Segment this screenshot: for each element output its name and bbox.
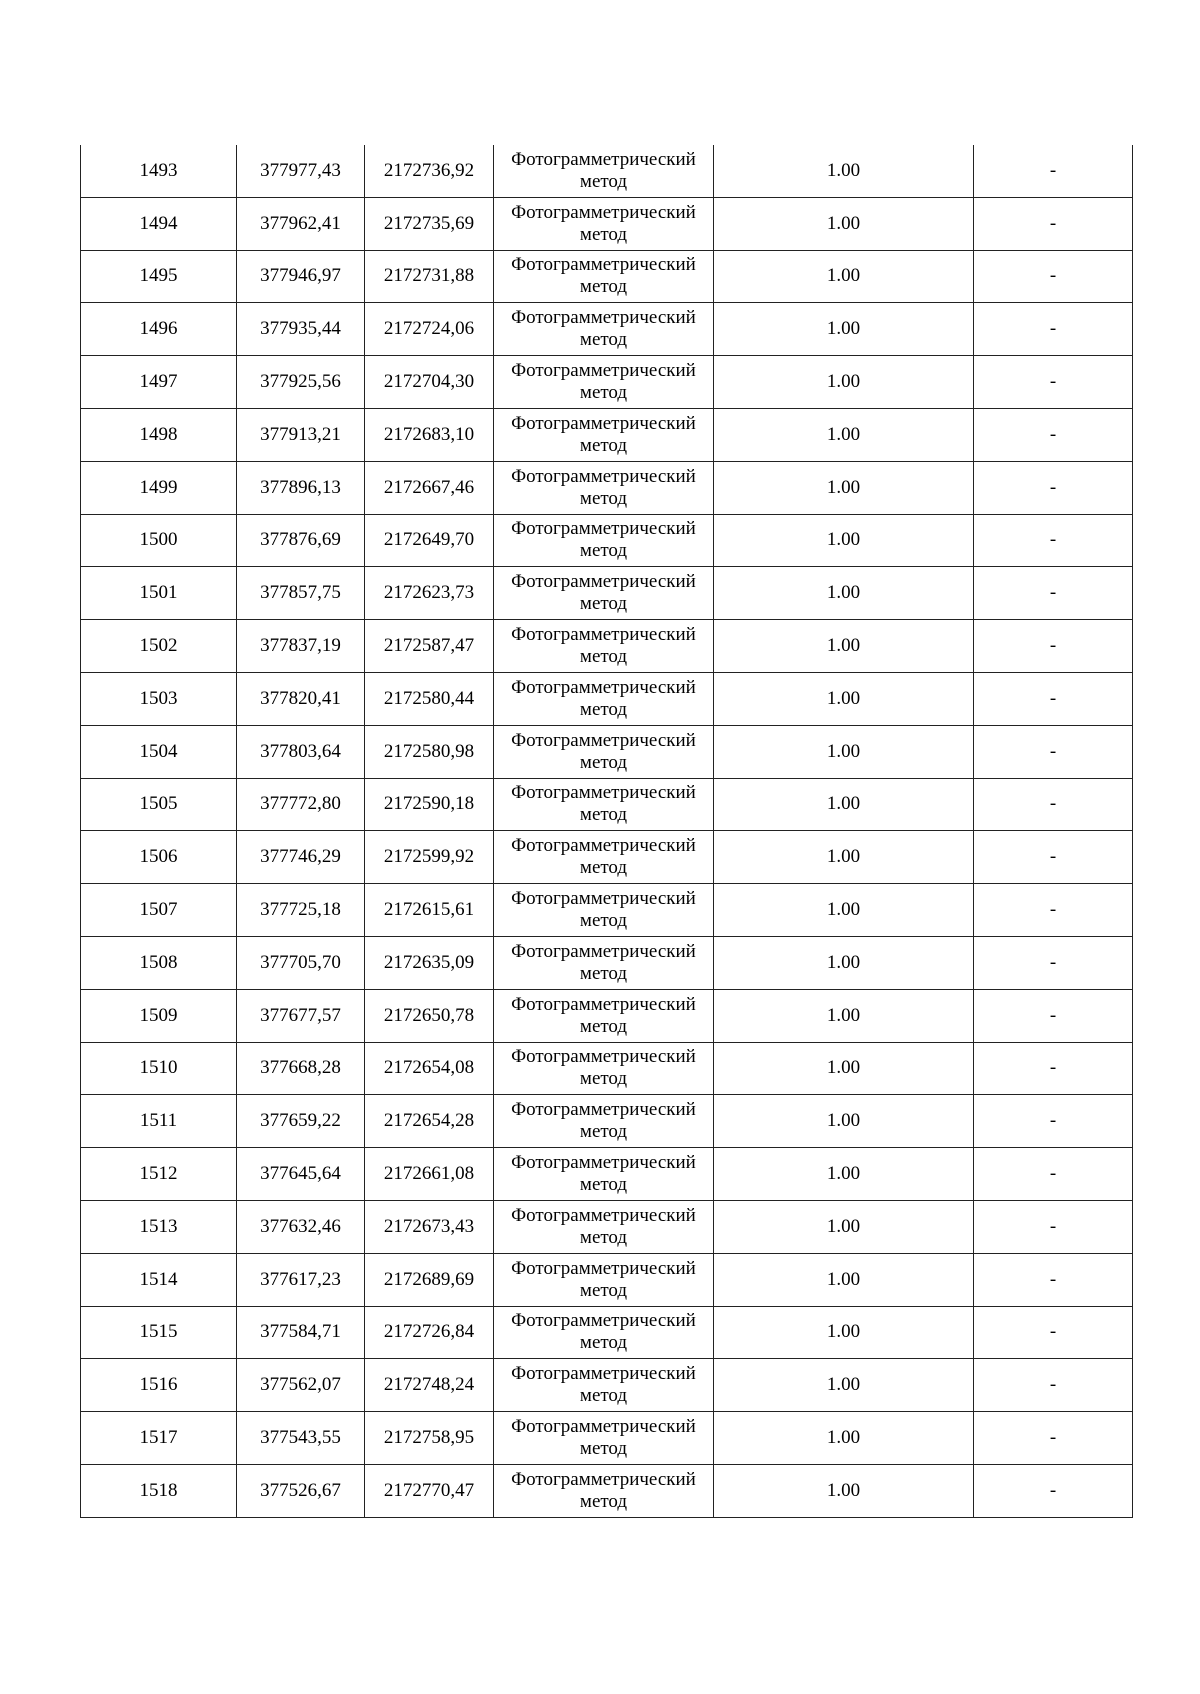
method-cell (494, 408, 714, 461)
note-cell: - (974, 1095, 1133, 1148)
coordinate-x-cell: 377705,70 (237, 936, 365, 989)
method-text-line: Фотограмметрический (511, 835, 696, 857)
coordinate-x-cell: 377962,41 (237, 197, 365, 250)
method-text-line: метод (579, 1068, 628, 1090)
coordinates-table-body (81, 145, 1133, 1517)
accuracy-cell: 1.00 (714, 884, 974, 937)
point-number-cell: 1512 (81, 1148, 237, 1201)
coordinate-y-cell: 2172704,30 (365, 356, 494, 409)
note-cell: - (974, 1200, 1133, 1253)
note-cell: - (974, 461, 1133, 514)
coordinate-y-cell: 2172590,18 (365, 778, 494, 831)
note-cell: - (974, 303, 1133, 356)
method-text-line: метод (579, 1174, 628, 1196)
method-text-line: метод (579, 1226, 628, 1248)
coordinate-x-cell: 377645,64 (237, 1148, 365, 1201)
method-text-line: Фотограмметрический (511, 465, 696, 487)
coordinate-y-cell: 2172650,78 (365, 989, 494, 1042)
note-cell: - (974, 778, 1133, 831)
note-cell: - (974, 831, 1133, 884)
coordinate-y-cell: 2172770,47 (365, 1464, 494, 1517)
accuracy-cell: 1.00 (714, 672, 974, 725)
point-number-cell: 1497 (81, 356, 237, 409)
coordinate-y-cell: 2172623,73 (365, 567, 494, 620)
point-number-cell: 1498 (81, 408, 237, 461)
coordinate-x-cell: 377913,21 (237, 408, 365, 461)
point-number-cell: 1508 (81, 936, 237, 989)
note-cell: - (974, 1042, 1133, 1095)
point-number-cell: 1511 (81, 1095, 237, 1148)
point-number-cell: 1509 (81, 989, 237, 1042)
table-row (81, 1095, 1133, 1148)
accuracy-cell: 1.00 (714, 567, 974, 620)
point-number-cell: 1516 (81, 1359, 237, 1412)
note-cell: - (974, 1253, 1133, 1306)
coordinate-y-cell: 2172683,10 (365, 408, 494, 461)
point-number-cell: 1506 (81, 831, 237, 884)
coordinate-x-cell: 377820,41 (237, 672, 365, 725)
method-cell (494, 303, 714, 356)
method-text-line: Фотограмметрический (511, 624, 696, 646)
method-cell (494, 1464, 714, 1517)
table-row (81, 1412, 1133, 1465)
method-cell (494, 936, 714, 989)
note-cell: - (974, 884, 1133, 937)
coordinate-x-cell: 377543,55 (237, 1412, 365, 1465)
point-number-cell: 1501 (81, 567, 237, 620)
coordinate-x-cell: 377857,75 (237, 567, 365, 620)
table-row (81, 1464, 1133, 1517)
accuracy-cell: 1.00 (714, 1412, 974, 1465)
method-cell (494, 514, 714, 567)
method-cell (494, 1359, 714, 1412)
method-text-line: Фотограмметрический (511, 993, 696, 1015)
coordinate-x-cell: 377876,69 (237, 514, 365, 567)
point-number-cell: 1502 (81, 620, 237, 673)
note-cell: - (974, 620, 1133, 673)
method-text-line: метод (579, 1332, 628, 1354)
coordinate-y-cell: 2172673,43 (365, 1200, 494, 1253)
method-text-line: Фотограмметрический (511, 940, 696, 962)
coordinate-x-cell: 377837,19 (237, 620, 365, 673)
note-cell: - (974, 514, 1133, 567)
coordinates-table (80, 145, 1133, 1518)
coordinate-x-cell: 377925,56 (237, 356, 365, 409)
coordinate-y-cell: 2172748,24 (365, 1359, 494, 1412)
table-row (81, 145, 1133, 197)
method-cell (494, 620, 714, 673)
accuracy-cell: 1.00 (714, 1253, 974, 1306)
point-number-cell: 1515 (81, 1306, 237, 1359)
method-text-line: Фотограмметрический (511, 782, 696, 804)
note-cell: - (974, 672, 1133, 725)
accuracy-cell: 1.00 (714, 303, 974, 356)
note-cell: - (974, 1412, 1133, 1465)
accuracy-cell: 1.00 (714, 620, 974, 673)
method-cell (494, 1148, 714, 1201)
method-text-line: Фотограмметрический (511, 201, 696, 223)
method-text-line: метод (579, 1490, 628, 1512)
method-cell (494, 1253, 714, 1306)
coordinate-x-cell: 377935,44 (237, 303, 365, 356)
coordinate-x-cell: 377772,80 (237, 778, 365, 831)
method-text-line: Фотограмметрический (511, 360, 696, 382)
accuracy-cell: 1.00 (714, 989, 974, 1042)
point-number-cell: 1494 (81, 197, 237, 250)
point-number-cell: 1500 (81, 514, 237, 567)
method-text-line: метод (579, 1279, 628, 1301)
table-row (81, 514, 1133, 567)
method-cell (494, 989, 714, 1042)
accuracy-cell: 1.00 (714, 1095, 974, 1148)
table-row (81, 1200, 1133, 1253)
note-cell: - (974, 1359, 1133, 1412)
method-text-line: Фотограмметрический (511, 1468, 696, 1490)
method-text-line: метод (579, 804, 628, 826)
coordinate-y-cell: 2172731,88 (365, 250, 494, 303)
point-number-cell: 1513 (81, 1200, 237, 1253)
accuracy-cell: 1.00 (714, 1148, 974, 1201)
method-cell (494, 778, 714, 831)
method-cell (494, 1200, 714, 1253)
accuracy-cell: 1.00 (714, 514, 974, 567)
method-cell (494, 884, 714, 937)
coordinate-x-cell: 377668,28 (237, 1042, 365, 1095)
method-text-line: Фотограмметрический (511, 571, 696, 593)
method-cell (494, 1042, 714, 1095)
table-row (81, 250, 1133, 303)
method-text-line: метод (579, 962, 628, 984)
table-row (81, 356, 1133, 409)
coordinate-x-cell: 377803,64 (237, 725, 365, 778)
method-text-line: метод (579, 593, 628, 615)
point-number-cell: 1514 (81, 1253, 237, 1306)
coordinate-x-cell: 377977,43 (237, 145, 365, 197)
coordinate-x-cell: 377632,46 (237, 1200, 365, 1253)
point-number-cell: 1507 (81, 884, 237, 937)
accuracy-cell: 1.00 (714, 936, 974, 989)
coordinate-y-cell: 2172635,09 (365, 936, 494, 989)
note-cell: - (974, 989, 1133, 1042)
method-text-line: Фотограмметрический (511, 412, 696, 434)
table-row (81, 303, 1133, 356)
accuracy-cell: 1.00 (714, 197, 974, 250)
accuracy-cell: 1.00 (714, 461, 974, 514)
coordinate-y-cell: 2172726,84 (365, 1306, 494, 1359)
coordinate-x-cell: 377896,13 (237, 461, 365, 514)
point-number-cell: 1496 (81, 303, 237, 356)
coordinate-y-cell: 2172654,28 (365, 1095, 494, 1148)
method-text-line: метод (579, 857, 628, 879)
accuracy-cell: 1.00 (714, 831, 974, 884)
method-text-line: метод (579, 434, 628, 456)
table-row (81, 1359, 1133, 1412)
accuracy-cell: 1.00 (714, 356, 974, 409)
method-text-line: Фотограмметрический (511, 729, 696, 751)
coordinate-x-cell: 377617,23 (237, 1253, 365, 1306)
method-text-line: метод (579, 487, 628, 509)
table-row (81, 567, 1133, 620)
table-row (81, 778, 1133, 831)
method-text-line: метод (579, 170, 628, 192)
point-number-cell: 1518 (81, 1464, 237, 1517)
method-cell (494, 567, 714, 620)
point-number-cell: 1517 (81, 1412, 237, 1465)
coordinate-y-cell: 2172667,46 (365, 461, 494, 514)
table-row (81, 1253, 1133, 1306)
method-cell (494, 145, 714, 197)
table-row (81, 408, 1133, 461)
method-text-line: метод (579, 1385, 628, 1407)
method-text-line: Фотограмметрический (511, 888, 696, 910)
coordinate-x-cell: 377584,71 (237, 1306, 365, 1359)
method-text-line: Фотограмметрический (511, 1310, 696, 1332)
table-row (81, 831, 1133, 884)
method-text-line: Фотограмметрический (511, 1257, 696, 1279)
note-cell: - (974, 1464, 1133, 1517)
coordinate-x-cell: 377677,57 (237, 989, 365, 1042)
method-text-line: Фотограмметрический (511, 1204, 696, 1226)
coordinate-y-cell: 2172649,70 (365, 514, 494, 567)
accuracy-cell: 1.00 (714, 725, 974, 778)
method-text-line: метод (579, 751, 628, 773)
method-cell (494, 356, 714, 409)
method-cell (494, 831, 714, 884)
coordinate-x-cell: 377725,18 (237, 884, 365, 937)
method-cell (494, 197, 714, 250)
accuracy-cell: 1.00 (714, 408, 974, 461)
note-cell: - (974, 1148, 1133, 1201)
method-text-line: метод (579, 646, 628, 668)
coordinate-y-cell: 2172580,44 (365, 672, 494, 725)
table-row (81, 197, 1133, 250)
coordinate-y-cell: 2172654,08 (365, 1042, 494, 1095)
method-cell (494, 672, 714, 725)
table-row (81, 461, 1133, 514)
method-text-line: метод (579, 382, 628, 404)
table-row (81, 884, 1133, 937)
coordinate-y-cell: 2172587,47 (365, 620, 494, 673)
method-text-line: Фотограмметрический (511, 676, 696, 698)
point-number-cell: 1493 (81, 145, 237, 197)
accuracy-cell: 1.00 (714, 250, 974, 303)
method-text-line: метод (579, 1121, 628, 1143)
coordinate-y-cell: 2172758,95 (365, 1412, 494, 1465)
method-cell (494, 1412, 714, 1465)
coordinate-x-cell: 377659,22 (237, 1095, 365, 1148)
note-cell: - (974, 1306, 1133, 1359)
table-row (81, 1306, 1133, 1359)
method-text-line: метод (579, 223, 628, 245)
note-cell: - (974, 356, 1133, 409)
method-text-line: метод (579, 910, 628, 932)
method-text-line: Фотограмметрический (511, 254, 696, 276)
coordinate-x-cell: 377562,07 (237, 1359, 365, 1412)
accuracy-cell: 1.00 (714, 1464, 974, 1517)
coordinate-y-cell: 2172724,06 (365, 303, 494, 356)
coordinate-x-cell: 377946,97 (237, 250, 365, 303)
accuracy-cell: 1.00 (714, 1042, 974, 1095)
method-text-line: Фотограмметрический (511, 1046, 696, 1068)
coordinate-y-cell: 2172599,92 (365, 831, 494, 884)
coordinate-y-cell: 2172661,08 (365, 1148, 494, 1201)
note-cell: - (974, 250, 1133, 303)
method-text-line: Фотограмметрический (511, 1416, 696, 1438)
method-cell (494, 725, 714, 778)
accuracy-cell: 1.00 (714, 145, 974, 197)
accuracy-cell: 1.00 (714, 778, 974, 831)
point-number-cell: 1503 (81, 672, 237, 725)
method-cell (494, 461, 714, 514)
method-text-line: Фотограмметрический (511, 518, 696, 540)
coordinate-x-cell: 377746,29 (237, 831, 365, 884)
method-text-line: Фотограмметрический (511, 307, 696, 329)
coordinate-y-cell: 2172735,69 (365, 197, 494, 250)
accuracy-cell: 1.00 (714, 1200, 974, 1253)
table-row (81, 1042, 1133, 1095)
method-text-line: Фотограмметрический (511, 148, 696, 170)
note-cell: - (974, 197, 1133, 250)
method-text-line: метод (579, 276, 628, 298)
table-row (81, 1148, 1133, 1201)
method-text-line: метод (579, 698, 628, 720)
method-text-line: Фотограмметрический (511, 1099, 696, 1121)
point-number-cell: 1495 (81, 250, 237, 303)
note-cell: - (974, 145, 1133, 197)
note-cell: - (974, 725, 1133, 778)
table-row (81, 620, 1133, 673)
method-text-line: метод (579, 329, 628, 351)
point-number-cell: 1504 (81, 725, 237, 778)
coordinate-x-cell: 377526,67 (237, 1464, 365, 1517)
point-number-cell: 1510 (81, 1042, 237, 1095)
method-cell (494, 1306, 714, 1359)
point-number-cell: 1505 (81, 778, 237, 831)
accuracy-cell: 1.00 (714, 1306, 974, 1359)
table-row (81, 725, 1133, 778)
method-cell (494, 1095, 714, 1148)
method-text-line: Фотограмметрический (511, 1363, 696, 1385)
method-text-line: метод (579, 1438, 628, 1460)
note-cell: - (974, 567, 1133, 620)
coordinate-y-cell: 2172615,61 (365, 884, 494, 937)
point-number-cell: 1499 (81, 461, 237, 514)
table-row (81, 989, 1133, 1042)
method-cell (494, 250, 714, 303)
coordinate-y-cell: 2172580,98 (365, 725, 494, 778)
accuracy-cell: 1.00 (714, 1359, 974, 1412)
coordinate-y-cell: 2172689,69 (365, 1253, 494, 1306)
table-row (81, 936, 1133, 989)
method-text-line: метод (579, 540, 628, 562)
note-cell: - (974, 936, 1133, 989)
method-text-line: метод (579, 1015, 628, 1037)
note-cell: - (974, 408, 1133, 461)
coordinate-y-cell: 2172736,92 (365, 145, 494, 197)
method-text-line: Фотограмметрический (511, 1152, 696, 1174)
table-row (81, 672, 1133, 725)
